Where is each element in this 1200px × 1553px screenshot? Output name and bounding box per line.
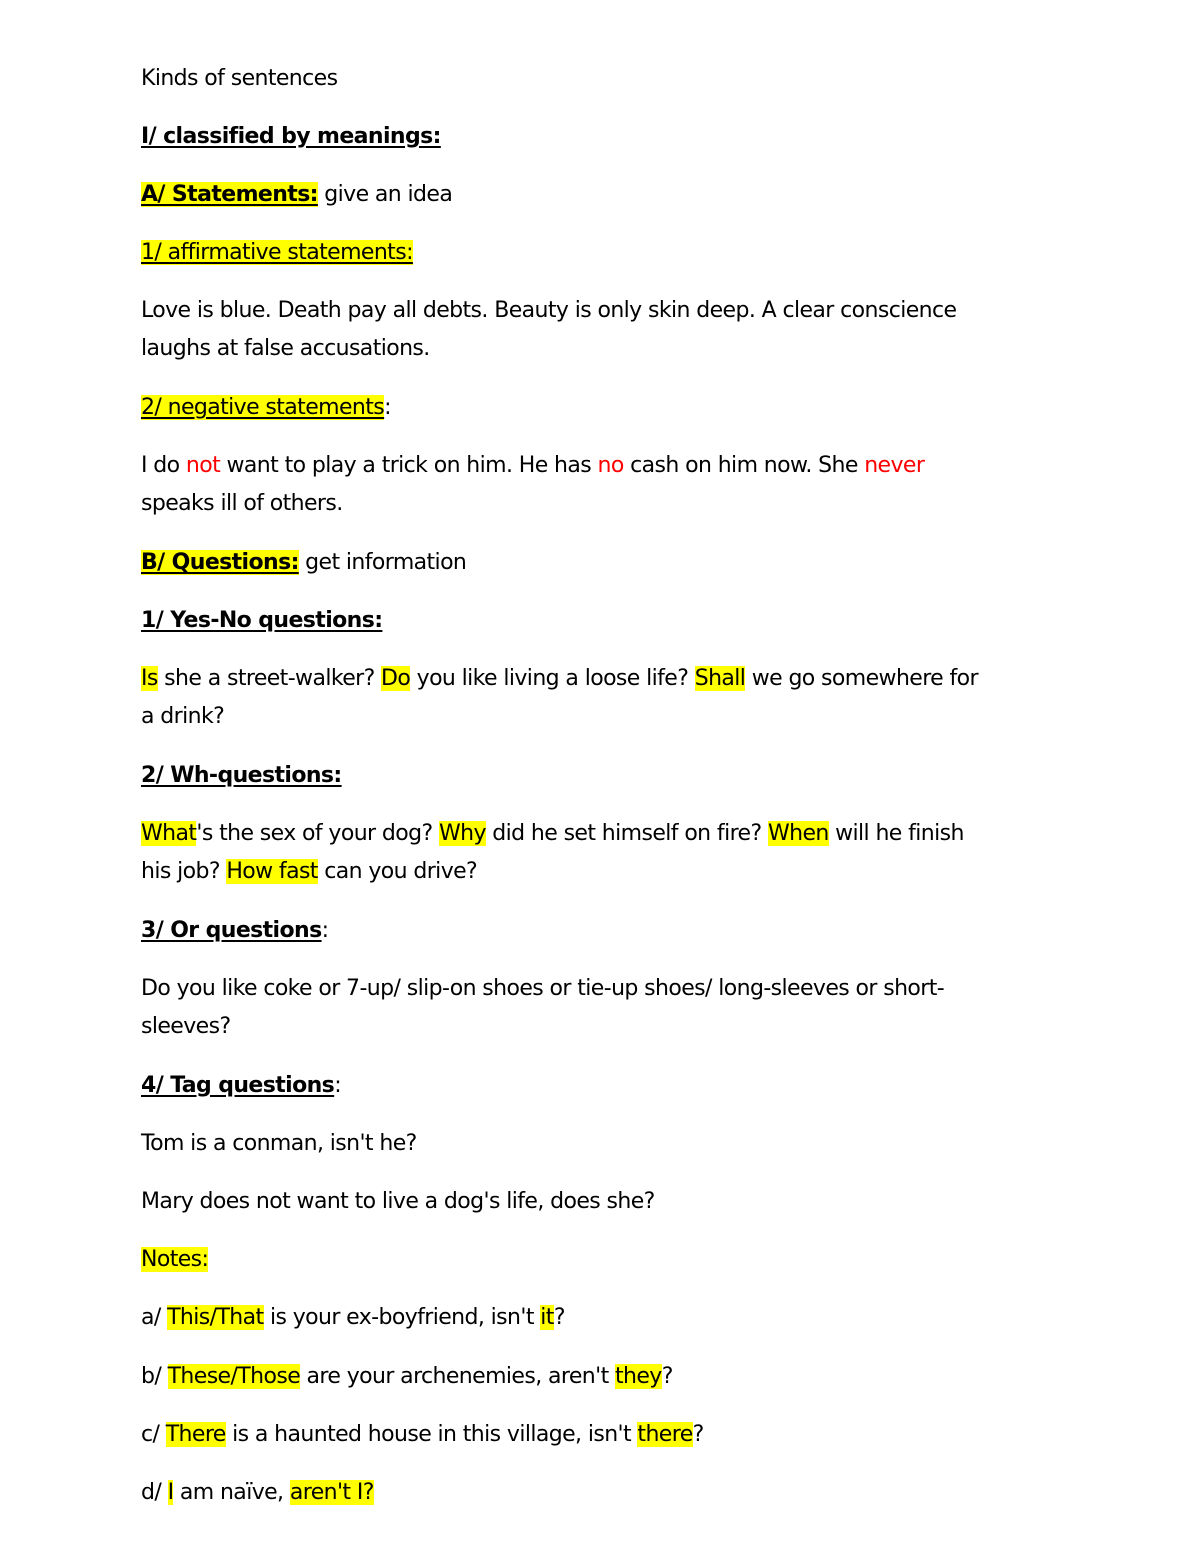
affirmative-label: 1/ affirmative statements: [141, 240, 413, 265]
negative-text-part: cash on him now. She [623, 453, 865, 478]
yes-no-label: 1/ Yes-No questions: [141, 608, 383, 633]
note-c [141, 1420, 704, 1450]
text-part: Tom is a conman, isn't he? [141, 1131, 417, 1156]
wh-example-line2 [141, 857, 477, 887]
text-part: are your archenemies, aren't [300, 1364, 615, 1389]
highlight-word: How fast [226, 859, 318, 884]
tag-label: 4/ Tag questions [141, 1073, 335, 1098]
text-part: did he set himself on fire? [485, 821, 768, 846]
notes-heading [141, 1245, 208, 1275]
highlight-word: I [167, 1480, 174, 1505]
notes-label: Notes: [141, 1247, 209, 1272]
questions-desc: get information [298, 550, 467, 575]
text-part: will he finish [828, 821, 964, 846]
or-label: 3/ Or questions [141, 918, 322, 943]
highlight-word: There [165, 1422, 226, 1447]
heading-statements [141, 180, 452, 210]
highlight-word: Shall [694, 666, 746, 691]
negative-text-2: speaks ill of others. [141, 491, 343, 516]
section-heading-text: I/ classified by meanings: [141, 124, 441, 149]
text-part: d/ [141, 1480, 168, 1505]
text-part: c/ [141, 1422, 166, 1447]
text-part: a drink? [141, 704, 225, 729]
tag-example-2 [141, 1187, 655, 1217]
section-heading-meanings [141, 122, 441, 152]
text-part: Mary does not want to live a dog's life, does she? [141, 1189, 655, 1214]
wh-example-line1 [141, 819, 964, 849]
negative-text-part: I do [141, 453, 186, 478]
negative-text-part: want to play a trick on him. He has [220, 453, 598, 478]
doc-title-text: Kinds of sentences [141, 66, 338, 91]
wh-label: 2/ Wh-questions: [141, 763, 342, 788]
heading-negative [141, 393, 391, 423]
negative-word: never [864, 453, 925, 478]
highlight-word: What [141, 821, 197, 846]
note-d [141, 1478, 374, 1508]
negative-label: 2/ negative statements [141, 395, 385, 420]
text-part: his job? [141, 859, 227, 884]
text-part: sleeves? [141, 1014, 231, 1039]
highlight-word: Why [438, 821, 486, 846]
text-part: am naïve, [173, 1480, 290, 1505]
highlight-word: This/That [167, 1305, 264, 1330]
text-part: Do you like coke or 7-up/ slip-on shoes or tie-up shoes/ long-sleeves or short- [141, 976, 945, 1001]
text-part: ? [692, 1422, 704, 1447]
text-part: we go somewhere for [745, 666, 978, 691]
or-example-line1 [141, 974, 944, 1004]
affirmative-text-1: Love is blue. Death pay all debts. Beauty is only skin deep. A clear conscience [141, 298, 957, 323]
highlight-word: These/Those [167, 1364, 301, 1389]
or-colon: : [321, 918, 329, 943]
heading-questions [141, 548, 466, 578]
note-b [141, 1362, 673, 1392]
negative-word: not [185, 453, 221, 478]
affirmative-example-line1 [141, 296, 956, 326]
text-part: she a street-walker? [157, 666, 382, 691]
highlight-word: Do [381, 666, 411, 691]
note-a [141, 1303, 565, 1333]
negative-word: no [597, 453, 624, 478]
text-part: is your ex-boyfriend, isn't [263, 1305, 541, 1330]
heading-wh [141, 761, 342, 791]
tag-colon: : [334, 1073, 341, 1098]
heading-or [141, 916, 328, 946]
negative-example-line1 [141, 451, 924, 481]
highlight-word: Is [141, 666, 158, 691]
heading-yes-no [141, 606, 382, 636]
affirmative-example-line2 [141, 334, 430, 364]
questions-label: B/ Questions: [141, 550, 299, 575]
text-part: a/ [141, 1305, 168, 1330]
text-part: you like living a loose life? [410, 666, 695, 691]
highlight-word: When [767, 821, 829, 846]
negative-colon: : [384, 395, 391, 420]
highlight-word: they [615, 1364, 662, 1389]
affirmative-text-2: laughs at false accusations. [141, 336, 430, 361]
tag-example-1 [141, 1129, 417, 1159]
text-part: ? [553, 1305, 565, 1330]
negative-example-line2 [141, 489, 343, 519]
or-example-line2 [141, 1012, 231, 1042]
yes-no-example-line1 [141, 664, 978, 694]
heading-tag [141, 1071, 341, 1101]
highlight-word: there [637, 1422, 693, 1447]
text-part: ? [661, 1364, 673, 1389]
yes-no-example-line2 [141, 702, 224, 732]
heading-affirmative [141, 238, 413, 268]
text-part: is a haunted house in this village, isn't [225, 1422, 638, 1447]
doc-title [141, 64, 337, 94]
text-part: can you drive? [317, 859, 478, 884]
text-part: 's the sex of your dog? [196, 821, 439, 846]
statements-label: A/ Statements: [141, 182, 318, 207]
statements-desc: give an idea [317, 182, 453, 207]
highlight-word: aren't I? [289, 1480, 374, 1505]
text-part: b/ [141, 1364, 168, 1389]
highlight-word: it [540, 1305, 554, 1330]
